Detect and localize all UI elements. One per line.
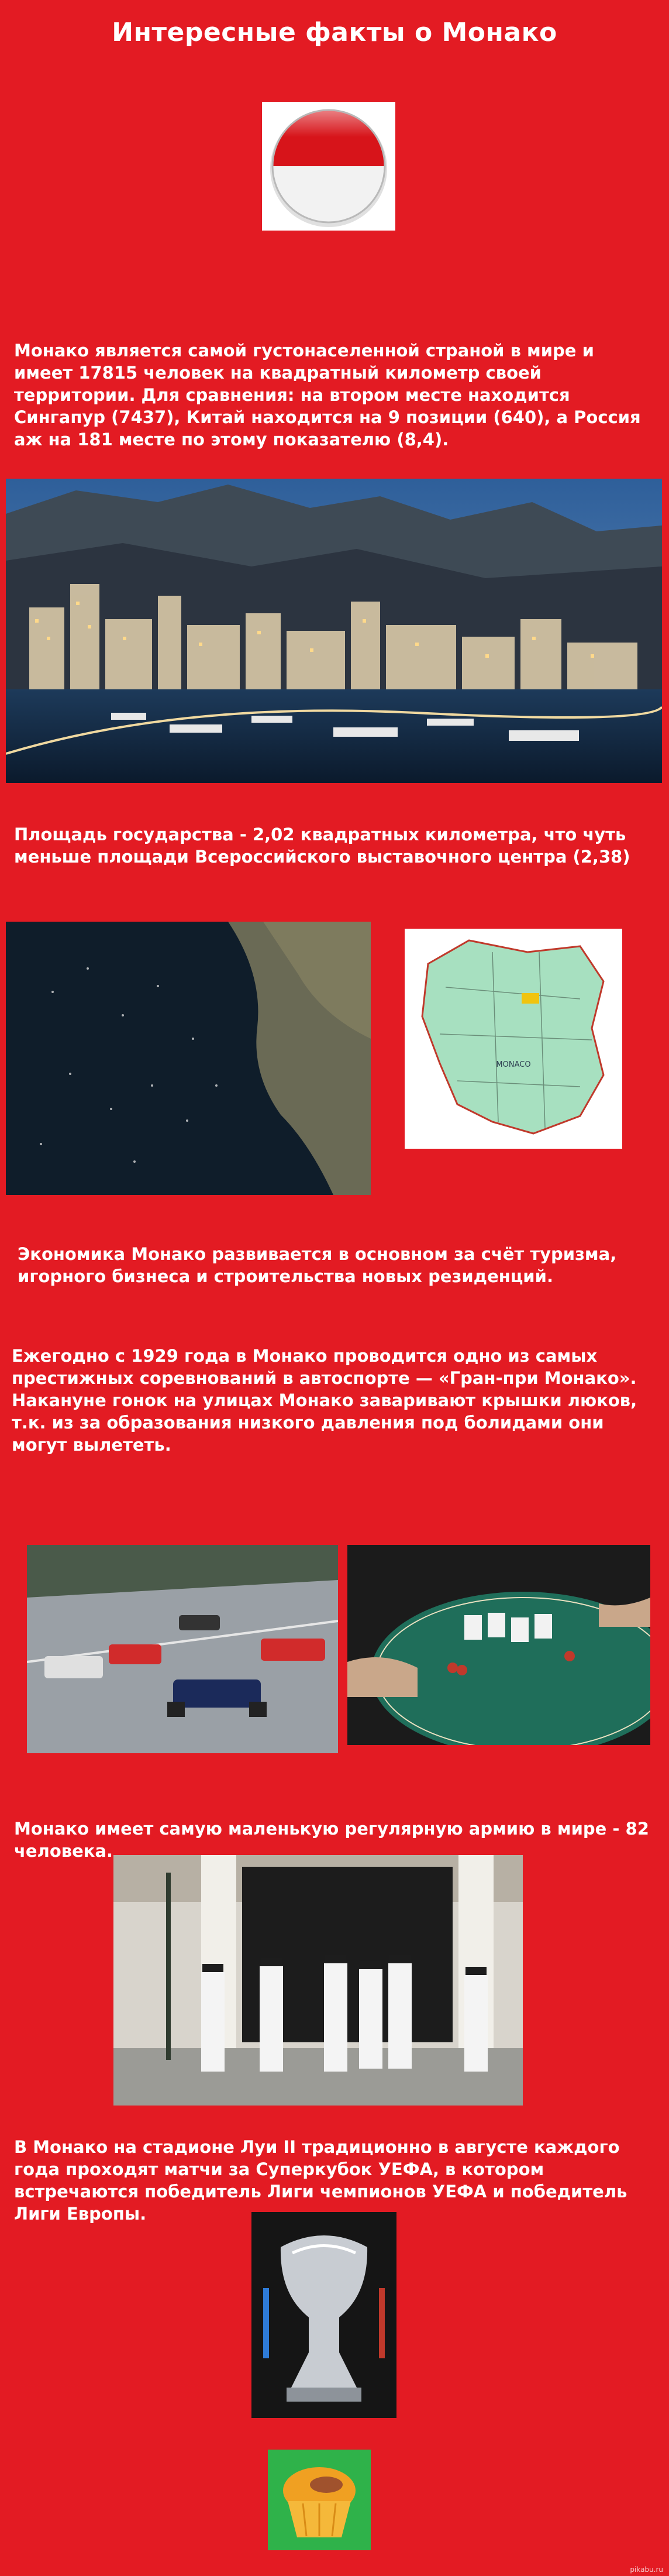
fact-area: Площадь государства - 2,02 квадратных километра, что чуть меньше площади Всероссийского выставочного центра (2,38): [14, 825, 630, 867]
uefa-supercup-trophy-photo: [251, 2212, 396, 2418]
palace-guards-photo: [113, 1855, 523, 2106]
monaco-flag-icon: [262, 102, 395, 231]
satellite-photo: [6, 922, 371, 1195]
fact-grand-prix: Ежегодно с 1929 года в Монако проводится одно из самых престижных соревнований в автоспорте — «Гран-при Монако». Накануне гонок на улицах Монако заваривают крышки люков, т.к. из за образования низкого давления под болидами они могут вылететь.: [12, 1346, 637, 1455]
fact-supercup: В Монако на стадионе Луи II традиционно в августе каждого года проходят матчи за Суперкубок УЕФА, в котором встречаются победитель Лиги чемпионов УЕФА и победитель Лиги Европы.: [14, 2137, 627, 2224]
grand-prix-photo: [27, 1545, 338, 1753]
page-title: Интересные факты о Монако: [112, 18, 557, 47]
watermark: pikabu.ru: [630, 2565, 663, 2574]
fact-army: Монако имеет самую маленькую регулярную армию в мире - 82 человека.: [14, 1819, 649, 1861]
fact-economy: Экономика Монако развивается в основном за счёт туризма, игорного бизнеса и строительства новых резиденций.: [18, 1244, 617, 1286]
cupcake-icon: [268, 2450, 371, 2550]
map-caption: MONACO: [496, 1060, 531, 1069]
monaco-map: [405, 929, 622, 1149]
monaco-panorama-photo: [6, 479, 662, 783]
fact-population-density: Монако является самой густонаселенной страной в мире и имеет 17815 человек на квадратный километр своей территории. Для сравнения: на втором месте находится Сингапур (7437), Китай находится на 9 позиции (640), а Россия аж на 181 месте по этому показателю (8,4).: [14, 341, 641, 449]
casino-photo: [347, 1545, 650, 1745]
